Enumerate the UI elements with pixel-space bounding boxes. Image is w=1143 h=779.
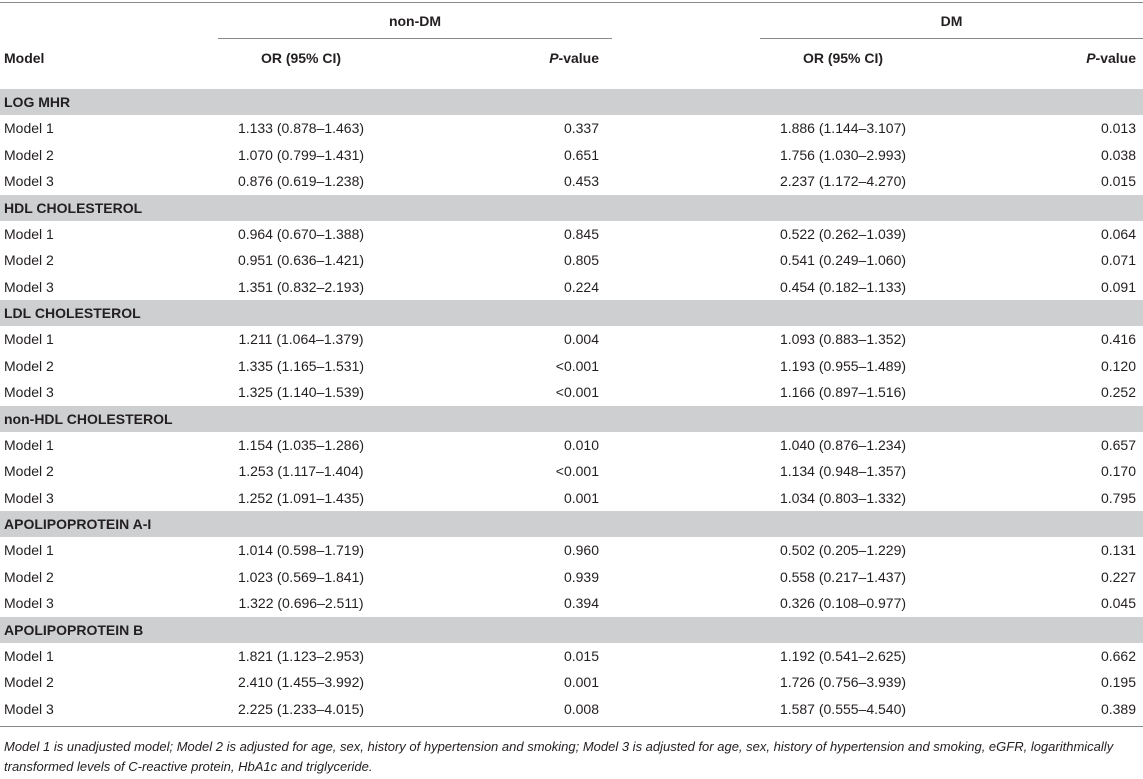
p-suffix: -value — [1095, 50, 1136, 66]
or-dm-cell: 1.134 (0.948–1.357) — [779, 463, 907, 479]
or-non-dm-cell: 2.225 (1.233–4.015) — [237, 700, 365, 717]
model-cell: Model 3 — [4, 595, 54, 611]
column-header-or-non-dm: OR (95% CI) — [260, 50, 342, 66]
section-header — [0, 195, 1143, 221]
model-cell: Model 2 — [4, 674, 54, 690]
or-dm-cell: 1.093 (0.883–1.352) — [779, 331, 907, 347]
p-non-dm-cell: 0.004 — [563, 331, 599, 347]
or-non-dm-cell: 1.351 (0.832–2.193) — [237, 278, 365, 295]
p-non-dm-cell: <0.001 — [555, 463, 599, 479]
p-non-dm-cell: 0.001 — [563, 489, 599, 506]
or-dm-cell: 1.034 (0.803–1.332) — [779, 489, 907, 506]
or-dm-cell: 1.587 (0.555–4.540) — [779, 700, 907, 717]
model-cell: Model 1 — [4, 225, 54, 242]
section-title: HDL CHOLESTEROL — [4, 199, 143, 216]
or-non-dm-cell: 1.133 (0.878–1.463) — [237, 120, 365, 136]
or-dm-cell: 0.454 (0.182–1.133) — [779, 278, 907, 295]
p-non-dm-cell: 0.453 — [563, 173, 599, 189]
table-footnote: Model 1 is unadjusted model; Model 2 is adjusted for age, sex, history of hypertension and smoking; Model 3 is adjusted for age, sex, history of hypertension and smoking, eGFR, logarithmically transformed levels of C-reactive protein, HbA1c and triglyceride. — [4, 739, 1114, 774]
or-non-dm-cell: 1.335 (1.165–1.531) — [237, 357, 365, 374]
p-non-dm-cell: 0.960 — [563, 542, 599, 558]
p-suffix: -value — [558, 50, 599, 66]
column-header-p-dm — [1072, 49, 1136, 67]
p-dm-cell: 0.091 — [1100, 278, 1136, 295]
model-cell: Model 2 — [4, 463, 54, 479]
column-header-p-non-dm — [535, 49, 599, 67]
p-dm-cell: 0.252 — [1100, 384, 1136, 400]
p-dm-cell: 0.064 — [1100, 225, 1136, 242]
model-cell: Model 2 — [4, 357, 54, 374]
model-cell: Model 3 — [4, 700, 54, 717]
model-cell: Model 2 — [4, 252, 54, 268]
p-dm-cell: 0.131 — [1100, 542, 1136, 558]
or-non-dm-cell: 1.154 (1.035–1.286) — [237, 436, 365, 453]
section-title: APOLIPOPROTEIN B — [4, 621, 144, 638]
model-cell: Model 2 — [4, 146, 54, 163]
p-non-dm-cell: 0.224 — [563, 278, 599, 295]
p-non-dm-cell: 0.939 — [563, 568, 599, 585]
dm-group-rule — [760, 38, 1143, 39]
model-cell: Model 1 — [4, 436, 54, 453]
or-non-dm-cell: 1.211 (1.064–1.379) — [238, 331, 364, 347]
section-header — [0, 89, 1143, 115]
model-cell: Model 1 — [4, 331, 54, 347]
p-dm-cell: 0.071 — [1100, 252, 1136, 268]
column-header-or-dm: OR (95% CI) — [802, 50, 884, 66]
or-non-dm-cell: 1.821 (1.123–2.953) — [237, 647, 365, 664]
p-non-dm-cell: <0.001 — [555, 384, 599, 400]
section-title: LOG MHR — [4, 94, 71, 110]
section-header — [0, 617, 1143, 643]
top-rule — [0, 2, 1143, 3]
section-title: APOLIPOPROTEIN A-I — [4, 516, 152, 532]
p-dm-cell: 0.195 — [1100, 674, 1136, 690]
p-dm-cell: 0.120 — [1100, 357, 1136, 374]
p-dm-cell: 0.013 — [1100, 120, 1136, 136]
bottom-rule — [0, 726, 1143, 727]
or-dm-cell: 1.040 (0.876–1.234) — [779, 436, 907, 453]
p-dm-cell: 0.657 — [1100, 436, 1136, 453]
model-cell: Model 1 — [4, 120, 54, 136]
or-non-dm-cell: 1.023 (0.569–1.841) — [237, 568, 365, 585]
section-title: LDL CHOLESTEROL — [4, 305, 141, 321]
group-header-non-dm: non-DM — [388, 13, 442, 29]
p-dm-cell: 0.015 — [1100, 173, 1136, 189]
or-dm-cell: 1.192 (0.541–2.625) — [779, 647, 907, 664]
model-cell: Model 3 — [4, 278, 54, 295]
section-header — [0, 511, 1143, 537]
model-cell: Model 1 — [4, 647, 54, 664]
or-dm-cell: 2.237 (1.172–4.270) — [779, 173, 907, 189]
p-dm-cell: 0.662 — [1100, 647, 1136, 664]
or-dm-cell: 1.193 (0.955–1.489) — [779, 357, 907, 374]
or-dm-cell: 0.541 (0.249–1.060) — [779, 252, 907, 268]
or-non-dm-cell: 1.014 (0.598–1.719) — [237, 542, 365, 558]
group-header-dm: DM — [940, 13, 963, 29]
p-non-dm-cell: <0.001 — [555, 357, 599, 374]
p-dm-cell: 0.389 — [1100, 700, 1136, 717]
p-non-dm-cell: 0.015 — [563, 647, 599, 664]
p-dm-cell: 0.038 — [1100, 146, 1136, 163]
model-cell: Model 3 — [4, 173, 54, 189]
section-header — [0, 406, 1143, 432]
section-title: non-HDL CHOLESTEROL — [4, 410, 173, 427]
p-dm-cell: 0.416 — [1100, 331, 1136, 347]
p-italic: P — [1086, 50, 1096, 66]
p-dm-cell: 0.045 — [1100, 595, 1136, 611]
p-non-dm-cell: 0.001 — [563, 674, 599, 690]
or-non-dm-cell: 1.252 (1.091–1.435) — [237, 489, 365, 506]
model-cell: Model 1 — [4, 542, 54, 558]
p-non-dm-cell: 0.394 — [563, 595, 599, 611]
or-non-dm-cell: 1.070 (0.799–1.431) — [237, 146, 365, 163]
column-header-model: Model — [4, 50, 45, 66]
p-non-dm-cell: 0.805 — [563, 252, 599, 268]
or-non-dm-cell: 0.876 (0.619–1.238) — [237, 173, 365, 189]
or-dm-cell: 0.326 (0.108–0.977) — [779, 595, 907, 611]
p-italic: P — [549, 50, 559, 66]
or-dm-cell: 1.756 (1.030–2.993) — [779, 146, 907, 163]
p-non-dm-cell: 0.845 — [563, 225, 599, 242]
p-dm-cell: 0.170 — [1100, 463, 1136, 479]
model-cell: Model 2 — [4, 568, 54, 585]
model-cell: Model 3 — [4, 384, 54, 400]
or-non-dm-cell: 1.253 (1.117–1.404) — [238, 463, 364, 479]
p-non-dm-cell: 0.008 — [563, 700, 599, 717]
model-cell: Model 3 — [4, 489, 54, 506]
or-non-dm-cell: 0.964 (0.670–1.388) — [237, 225, 365, 242]
or-non-dm-cell: 1.322 (0.696–2.511) — [238, 595, 364, 611]
or-dm-cell: 1.166 (0.897–1.516) — [779, 384, 907, 400]
or-dm-cell: 0.558 (0.217–1.437) — [779, 568, 907, 585]
or-dm-cell: 0.522 (0.262–1.039) — [779, 225, 907, 242]
or-non-dm-cell: 0.951 (0.636–1.421) — [237, 252, 365, 268]
p-dm-cell: 0.227 — [1100, 568, 1136, 585]
or-non-dm-cell: 1.325 (1.140–1.539) — [237, 384, 365, 400]
or-dm-cell: 0.502 (0.205–1.229) — [779, 542, 907, 558]
p-dm-cell: 0.795 — [1100, 489, 1136, 506]
p-non-dm-cell: 0.651 — [563, 146, 599, 163]
or-non-dm-cell: 2.410 (1.455–3.992) — [237, 674, 365, 690]
or-dm-cell: 1.726 (0.756–3.939) — [779, 674, 907, 690]
non-dm-group-rule — [218, 38, 612, 39]
section-header — [0, 300, 1143, 326]
p-non-dm-cell: 0.337 — [563, 120, 599, 136]
or-dm-cell: 1.886 (1.144–3.107) — [779, 120, 907, 136]
p-non-dm-cell: 0.010 — [563, 436, 599, 453]
